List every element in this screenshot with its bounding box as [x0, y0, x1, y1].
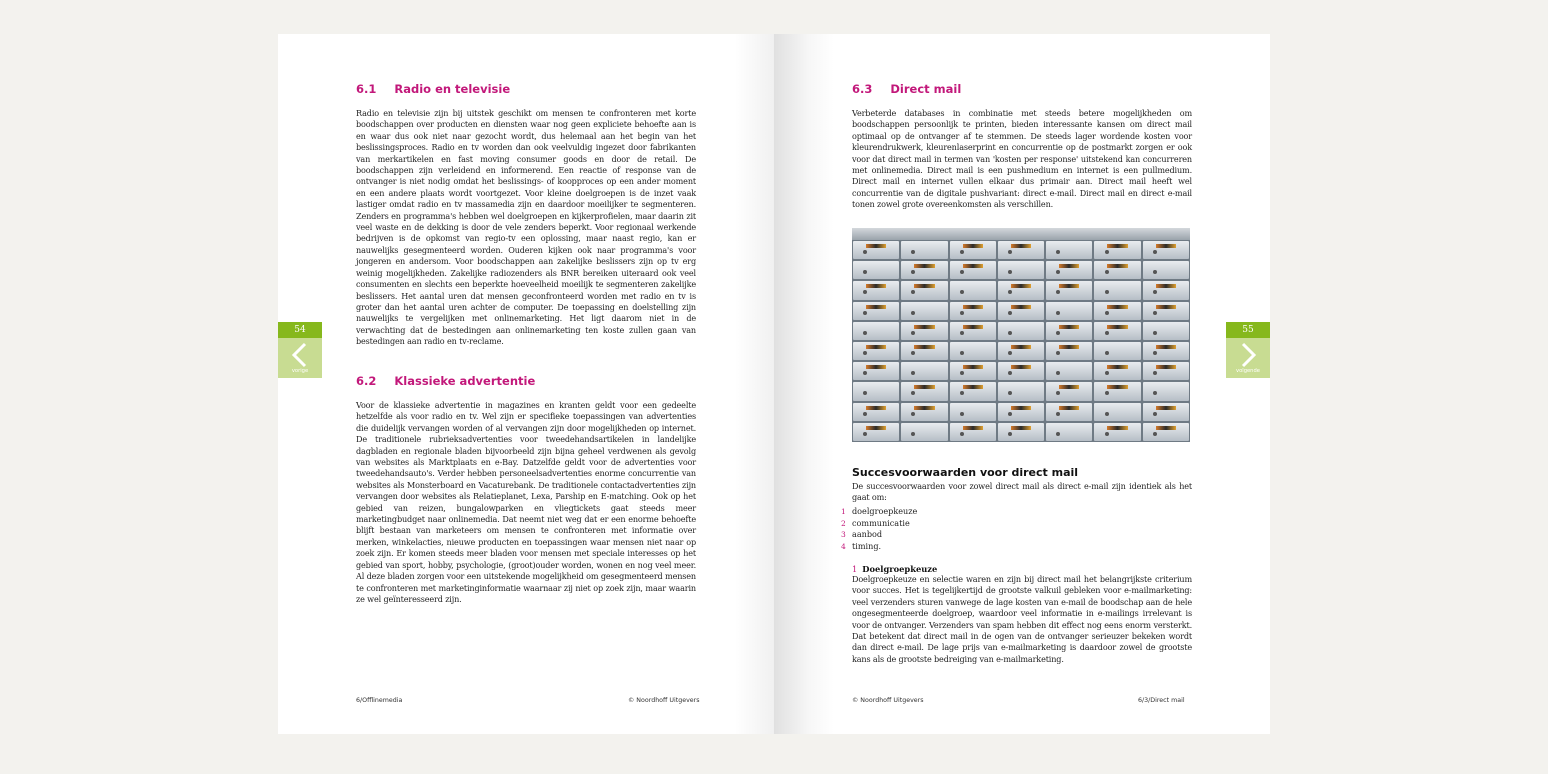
mailbox-nameplate: [1011, 284, 1031, 288]
section-number: 6.1: [356, 82, 377, 96]
mailbox-nameplate: [963, 244, 983, 248]
mailbox-lock: [911, 331, 915, 335]
previous-button[interactable]: [278, 338, 322, 378]
mailbox-lock: [911, 250, 915, 254]
mailbox-lock: [1056, 290, 1060, 294]
mailbox-nameplate: [1107, 305, 1127, 309]
mailbox: [1046, 261, 1092, 279]
mailbox-nameplate: [1107, 426, 1127, 430]
mailbox: [950, 382, 996, 400]
list-item: 1 doelgroepkeuze: [841, 505, 918, 516]
list-item: 2 communicatie: [841, 517, 910, 528]
mailbox-lock: [1056, 391, 1060, 395]
mailbox-lock: [960, 432, 964, 436]
mailbox: [1094, 362, 1140, 380]
mailbox-nameplate: [1156, 426, 1176, 430]
mailbox: [1094, 342, 1140, 360]
mailbox-lock: [1105, 331, 1109, 335]
footer-publisher: © Noordhoff Uitgevers: [852, 697, 924, 704]
mailbox-nameplate: [914, 264, 934, 268]
mailbox-nameplate: [1011, 244, 1031, 248]
mailbox-nameplate: [963, 264, 983, 268]
list-item: 4 timing.: [841, 541, 882, 552]
page-number-badge: 55: [1226, 322, 1270, 338]
mailbox: [950, 281, 996, 299]
mailbox-lock: [1153, 371, 1157, 375]
mailbox: [1046, 423, 1092, 441]
mailbox-lock: [1105, 391, 1109, 395]
mailbox: [1094, 302, 1140, 320]
mailbox: [853, 261, 899, 279]
mailbox: [998, 261, 1044, 279]
mailbox-lock: [863, 371, 867, 375]
mailbox: [950, 423, 996, 441]
mailbox-lock: [960, 331, 964, 335]
mailbox-nameplate: [1107, 365, 1127, 369]
mailbox-grid: [852, 240, 1190, 442]
mailbox-lock: [863, 412, 867, 416]
minor-heading-title: Doelgroepkeuze: [862, 564, 938, 574]
mailbox-nameplate: [963, 426, 983, 430]
mailbox-lock: [1008, 331, 1012, 335]
mailbox: [1143, 362, 1189, 380]
mailbox-lock: [1105, 250, 1109, 254]
mailbox-lock: [1056, 331, 1060, 335]
mailbox: [853, 362, 899, 380]
mailbox: [1094, 261, 1140, 279]
mailbox: [1094, 403, 1140, 421]
mailbox-nameplate: [866, 345, 886, 349]
mailbox-nameplate: [963, 385, 983, 389]
page-number-badge: 54: [278, 322, 322, 338]
mailbox-lock: [1056, 270, 1060, 274]
mailbox: [998, 342, 1044, 360]
mailbox-lock: [911, 351, 915, 355]
mailbox-lock: [960, 412, 964, 416]
chevron-left-icon: [288, 342, 312, 368]
mailbox: [901, 403, 947, 421]
footer-chapter: 6/3/Direct mail: [1138, 697, 1185, 704]
mailbox: [853, 382, 899, 400]
mailbox-nameplate: [866, 305, 886, 309]
mailbox-nameplate: [1107, 325, 1127, 329]
mailbox: [1143, 241, 1189, 259]
mailbox: [950, 342, 996, 360]
mailbox-lock: [911, 270, 915, 274]
mailbox: [853, 322, 899, 340]
mailbox: [950, 322, 996, 340]
mailbox-nameplate: [1156, 284, 1176, 288]
mailbox-lock: [1056, 351, 1060, 355]
mailbox-lock: [1008, 412, 1012, 416]
section-title: Radio en televisie: [394, 82, 511, 96]
mailbox-lock: [1105, 432, 1109, 436]
left-page: [278, 34, 774, 734]
mailbox: [1046, 362, 1092, 380]
mailbox-lock: [960, 290, 964, 294]
mailbox-lock: [1056, 371, 1060, 375]
mailbox-nameplate: [866, 406, 886, 410]
section-6-1: [356, 82, 696, 348]
mailbox-nameplate: [914, 385, 934, 389]
section-number: 6.2: [356, 374, 377, 388]
mailbox: [1143, 302, 1189, 320]
mailbox: [901, 322, 947, 340]
section-number: 6.3: [852, 82, 873, 96]
minor-body: Doelgroepkeuze en selectie waren en zijn bij direct mail het belangrijkste criterium voor succes. Het is tegelijkertijd de grootste valkuil gebleken voor e-mailmarketing: veel verzenders sturen vanwege de lage kosten van e-mail de boodschap aan de hele ongesegmenteerde doelgroep, waardoor veel informatie in e-mailings irrelevant is voor de ontvanger. Verzenders van spam hebben dit effect nog eens enorm versterkt. Dat betekent dat direct mail in de ogen van de ontvanger serieuzer bekeken wordt dan direct e-mail. De lage prijs van e-mailmarketing is daardoor zowel de grootste kans als de grootste bedreiging van e-mailmarketing.: [852, 574, 1192, 664]
mailbox-lock: [960, 371, 964, 375]
page-gutter-shadow: [774, 34, 834, 734]
mailbox-nameplate: [1059, 345, 1079, 349]
mailbox-lock: [911, 391, 915, 395]
mailboxes-photo: [852, 228, 1190, 442]
mailbox: [1143, 342, 1189, 360]
mailbox: [950, 241, 996, 259]
mailbox-lock: [1008, 311, 1012, 315]
mailbox: [1094, 281, 1140, 299]
mailbox-nameplate: [1011, 406, 1031, 410]
subheading-intro: De succesvoorwaarden voor zowel direct mail als direct e-mail zijn identiek als het gaat om:: [852, 481, 1192, 503]
mailbox: [901, 302, 947, 320]
mailbox-lock: [863, 270, 867, 274]
mailbox-lock: [863, 391, 867, 395]
mailbox-lock: [1153, 432, 1157, 436]
next-page-tab[interactable]: [1226, 322, 1270, 378]
section-6-3: [852, 82, 1192, 211]
mailbox: [1143, 261, 1189, 279]
mailbox-nameplate: [866, 426, 886, 430]
mailbox: [901, 342, 947, 360]
page-gutter-shadow: [734, 34, 774, 734]
mailbox-lock: [1105, 351, 1109, 355]
mailbox-lock: [1008, 371, 1012, 375]
mailbox-lock: [1153, 250, 1157, 254]
mailbox: [901, 423, 947, 441]
mailbox: [998, 403, 1044, 421]
mailbox: [950, 362, 996, 380]
mailbox-nameplate: [1156, 305, 1176, 309]
mailbox-lock: [911, 311, 915, 315]
mailbox: [998, 281, 1044, 299]
mailbox-nameplate: [1156, 244, 1176, 248]
mailbox-lock: [1056, 432, 1060, 436]
mailbox-lock: [1056, 250, 1060, 254]
mailbox: [853, 403, 899, 421]
mailbox-nameplate: [1107, 244, 1127, 248]
mailbox-nameplate: [1011, 345, 1031, 349]
mailbox: [853, 302, 899, 320]
mailbox: [1094, 322, 1140, 340]
mailbox: [950, 403, 996, 421]
success-conditions: [841, 466, 1192, 665]
mailbox-nameplate: [1156, 406, 1176, 410]
mailbox: [901, 241, 947, 259]
mailbox-lock: [1105, 270, 1109, 274]
subheading: Succesvoorwaarden voor direct mail: [852, 466, 1079, 479]
next-label: volgende: [1236, 368, 1260, 374]
mailbox-lock: [1008, 351, 1012, 355]
mailbox-lock: [863, 250, 867, 254]
mailbox-lock: [960, 250, 964, 254]
mailbox-lock: [1153, 391, 1157, 395]
mailbox-nameplate: [1059, 284, 1079, 288]
mailbox: [901, 281, 947, 299]
mailbox-lock: [1105, 412, 1109, 416]
mailbox-lock: [863, 331, 867, 335]
mailbox: [901, 382, 947, 400]
next-button[interactable]: [1226, 338, 1270, 378]
minor-heading: [852, 564, 1192, 574]
minor-heading-number: 1: [852, 564, 858, 574]
mailbox-lock: [911, 432, 915, 436]
mailbox-lock: [911, 371, 915, 375]
mailbox-nameplate: [1107, 264, 1127, 268]
mailbox: [1046, 382, 1092, 400]
section-body: Verbeterde databases in combinatie met steeds betere mogelijkheden om boodschappen persoonlijk te printen, bieden interessante kansen om direct mail optimaal op de ontvanger af te stemmen. De steeds lager wordende kosten voor kleurendrukwerk, kleurenlaserprint en concurrentie op de postmarkt zorgen er ook voor dat direct mail in termen van 'kosten per response' uitstekend kan concurreren met onlinemedia. Direct mail is een pushmedium en internet is een pullmedium. Direct mail en internet vullen elkaar dus primair aan. Direct mail heeft wel concurrentie van de digitale pushvariant: direct e-mail. Direct mail en direct e-mail tonen zowel grote overeenkomsten als verschillen.: [852, 108, 1192, 210]
mailbox-lock: [1008, 250, 1012, 254]
right-page: [774, 34, 1270, 734]
mailbox-nameplate: [1156, 345, 1176, 349]
mailbox-lock: [1008, 391, 1012, 395]
mailbox: [998, 423, 1044, 441]
mailbox: [1046, 322, 1092, 340]
mailbox-lock: [1056, 311, 1060, 315]
mailbox: [853, 423, 899, 441]
mailbox-nameplate: [866, 365, 886, 369]
mailbox-lock: [863, 290, 867, 294]
mailbox: [998, 382, 1044, 400]
mailbox-lock: [960, 270, 964, 274]
mailbox: [998, 302, 1044, 320]
section-body: Radio en televisie zijn bij uitstek geschikt om mensen te confronteren met korte boodschappen over producten en diensten waar nog geen expliciete behoefte aan is en waar dus ook niet naar gezocht wordt, dus helemaal aan het begin van het beslissingsproces. Radio en tv worden dan ook veelvuldig ingezet door fabrikanten van merkartikelen en fast moving consumer goods en door de retail. De boodschappen zijn verleidend en informerend. Een reactie of response van de ontvanger is niet nodig omdat het beslissings- of koopproces op een ander moment en een andere plaats wordt voortgezet. Voor kleine doelgroepen is de inzet vaak lastiger omdat radio en tv massamedia zijn en daardoor moeilijker te segmenteren. Zenders en programma's hebben wel doelgroepen en kijkerprofielen, maar daarin zit veel waste en de dekking is door de vele zenders beperkt. Voor regionaal werkende bedrijven is de opkomst van regio-tv een oplossing, maar naast regio, kan er nauwelijks gesegmenteerd worden. Ouderen kijken ook naar programma's voor jongeren en andersom. Voor boodschappen aan zakelijke beslissers zijn op tv erg weinig mogelijkheden. Zakelijke radiozenders als BNR bereiken uiteraard ook veel consumenten en slechts een beperkte hoeveelheid moeilijk te segmenteren zakelijke beslissers. Het aantal uren dat mensen geconfronteerd worden met radio en tv is groter dan het aantal uren achter de computer. De toepassing en doelstelling zijn nauwelijks te vergelijken met onlinemarketing. Het ligt daarom niet in de verwachting dat de bestedingen aan onlinemarketing ten koste zullen gaan van bestedingen aan radio en tv-reclame.: [356, 108, 696, 347]
mailbox-lock: [1105, 311, 1109, 315]
mailbox-nameplate: [866, 244, 886, 248]
mailbox: [853, 342, 899, 360]
mailbox: [901, 362, 947, 380]
mailbox: [1046, 281, 1092, 299]
mailbox: [853, 281, 899, 299]
mailbox-lock: [1008, 270, 1012, 274]
mailbox-lock: [960, 391, 964, 395]
mailbox-lock: [1153, 351, 1157, 355]
mailbox: [1094, 423, 1140, 441]
section-body: Voor de klassieke advertentie in magazines en kranten geldt voor een gedeelte hetzelfde als voor radio en tv. Wel zijn er specifieke toepassingen van advertenties die duidelijk vervangen worden of al vervangen zijn door mogelijkheden op internet. De traditionele rubrieksadvertenties voor tweedehandsartikelen in landelijke dagbladen en regionale bladen bijvoorbeeld zijn bijna geheel verdwenen als gevolg van websites als Marktplaats en e-Bay. Datzelfde geldt voor de advertenties voor tweedehandsauto's. Verder hebben personeelsadvertenties enorme concurrentie van websites als Monsterboard en Vacaturebank. De traditionele contactadvertenties zijn vervangen door websites als Relatieplanet, Lexa, Parship en E-matching. Ook op het gebied van reizen, bungalowparken en vliegtickets gaat steeds meer marketingbudget naar onlinemedia. Dat neemt niet weg dat er een enorme behoefte blijft bestaan van marketeers om mensen te confronteren met informatie over merken, winkelacties, nieuwe producten en toepassingen waar mensen niet naar op zoek zijn. Er komen steeds meer bladen voor mensen met speciale interesses op het gebied van sport, hobby, psychologie, (groot)ouder worden, wonen en nog veel meer. Al deze bladen zorgen voor een uitstekende mogelijkheid om gesegmenteerd mensen te confronteren met marketinginformatie waarnaar zij niet op zoek zijn, maar waarin ze wel geïnteresseerd zijn.: [356, 400, 696, 604]
mailbox-lock: [1153, 412, 1157, 416]
mailbox: [1143, 281, 1189, 299]
mailbox: [1143, 322, 1189, 340]
mailbox-lock: [960, 311, 964, 315]
mailbox-nameplate: [914, 284, 934, 288]
mailbox-lock: [1056, 412, 1060, 416]
conditions-list: [841, 505, 1192, 553]
mailbox-lock: [911, 412, 915, 416]
mailbox: [1143, 423, 1189, 441]
mailbox: [950, 261, 996, 279]
mailbox-lock: [1008, 290, 1012, 294]
footer-chapter: 6/Offlinemedia: [356, 697, 403, 704]
mailbox-lock: [863, 432, 867, 436]
mailbox: [901, 261, 947, 279]
section-title: Direct mail: [890, 82, 962, 96]
mailbox-nameplate: [1059, 385, 1079, 389]
mailbox-nameplate: [1059, 325, 1079, 329]
mailbox: [1046, 241, 1092, 259]
mailbox-lock: [1153, 290, 1157, 294]
chevron-right-icon: [1236, 342, 1260, 368]
mailbox-lock: [911, 290, 915, 294]
mailbox-nameplate: [1059, 264, 1079, 268]
mailbox-frame-top: [852, 228, 1190, 240]
mailbox: [853, 241, 899, 259]
mailbox: [1046, 342, 1092, 360]
mailbox-lock: [1153, 270, 1157, 274]
mailbox-nameplate: [963, 365, 983, 369]
mailbox-nameplate: [1059, 406, 1079, 410]
list-item: 3 aanbod: [841, 529, 883, 540]
section-title: Klassieke advertentie: [394, 374, 536, 388]
mailbox: [1046, 302, 1092, 320]
mailbox: [1046, 403, 1092, 421]
mailbox: [998, 322, 1044, 340]
mailbox-lock: [960, 351, 964, 355]
mailbox-nameplate: [866, 284, 886, 288]
mailbox-lock: [1153, 331, 1157, 335]
mailbox-nameplate: [914, 325, 934, 329]
mailbox-nameplate: [1011, 365, 1031, 369]
mailbox-lock: [863, 351, 867, 355]
mailbox-nameplate: [1011, 426, 1031, 430]
previous-label: vorige: [291, 368, 309, 374]
mailbox: [1094, 241, 1140, 259]
mailbox-nameplate: [963, 305, 983, 309]
mailbox-lock: [1105, 371, 1109, 375]
mailbox: [1094, 382, 1140, 400]
mailbox-nameplate: [914, 406, 934, 410]
mailbox-nameplate: [1107, 385, 1127, 389]
section-6-2: [356, 374, 696, 605]
section-heading: [356, 82, 696, 96]
previous-page-tab[interactable]: [278, 322, 322, 378]
mailbox: [1143, 382, 1189, 400]
mailbox-lock: [1153, 311, 1157, 315]
mailbox-nameplate: [1011, 305, 1031, 309]
mailbox-lock: [863, 311, 867, 315]
mailbox-lock: [1008, 432, 1012, 436]
mailbox: [998, 241, 1044, 259]
footer-publisher: © Noordhoff Uitgevers: [628, 697, 700, 704]
mailbox: [1143, 403, 1189, 421]
mailbox-nameplate: [914, 345, 934, 349]
mailbox-lock: [1105, 290, 1109, 294]
section-heading: [852, 82, 1192, 96]
mailbox: [998, 362, 1044, 380]
mailbox-nameplate: [1156, 365, 1176, 369]
section-heading: [356, 374, 696, 388]
mailbox: [950, 302, 996, 320]
mailbox-nameplate: [963, 325, 983, 329]
